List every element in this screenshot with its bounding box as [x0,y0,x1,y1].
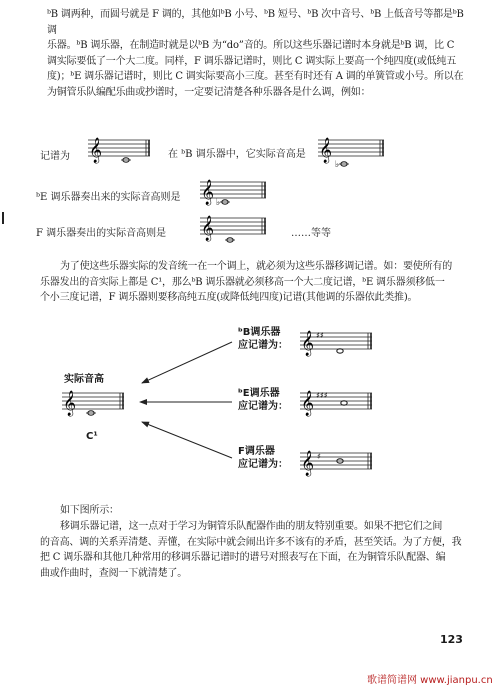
label-line: ᵇB调乐器 [238,327,281,338]
sharp-icon: ♯♯♯ [316,391,328,400]
text-line: 个小三度记谱，F 调乐器则要移高纯五度(或降低纯四度)记谱(其他调的乐器依此类推)。 [40,292,418,303]
staff-eb-actual [200,179,266,208]
page-number: 123 [440,633,463,646]
watermark: 歌谱简谱网 www.jianpu.cn [367,675,493,686]
treble-clef-icon: 𝄞 [301,451,315,476]
text-line: 把 C 调乐器和其他几种常用的移调乐器记谱时的谱号对照表写在下面，在为铜管乐队配器、编 [40,552,446,563]
staff-f-notation [300,450,372,476]
treble-clef-icon: 𝄞 [89,138,103,163]
text-line: 移调乐器记谱，这一点对于学习为铜管乐队配器作曲的朋友特别重要。如果不把它们之间 [60,521,443,532]
label-line: 应记谱为： [238,340,288,351]
whole-note [341,401,347,405]
label-f-actual: F 调乐器奏出的实际音高则是 [36,228,167,239]
staff-eb-notation [300,390,372,416]
label-line: 应记谱为： [238,401,288,412]
treble-clef-icon: 𝄞 [301,331,315,356]
label-eb-actual: ᵇE 调乐器奏出来的实际音高则是 [36,192,181,203]
staff-bb-notation [300,330,372,356]
label-notated: 记谱为 [40,151,70,162]
staff-bb-actual [318,137,384,170]
text-line: 的音高、调的关系弄清楚、弄懂，在实际中就会闹出许多不该有的矛盾，甚至笑话。为了方便，我 [40,536,462,548]
text-line: 为铜管乐队编配乐曲或抄谱时，一定要记清楚各种乐器各是什么调，例如： [47,86,371,98]
paragraph-3-lead: 如下图所示： [60,505,119,516]
text-line: 调实际要低了一个大二度。同样，F 调乐器记谱时，则比 C 调实际上要高一个纯四度(或低纯五 [47,55,457,67]
sharp-icon: ♯ [317,452,321,461]
sharp-icon: ♯♯ [316,331,324,340]
text-line: 度)；ᵇE 调乐器记谱时，则比 C 调实际要高小三度。甚至有时还有 A 调的单簧管或小号。所以在 [47,71,464,82]
label-bb-actual: 在 ᵇB 调乐器中，它实际音高是 [168,149,306,160]
text-line: 乐器发出的音实际上都是 C¹，那么ᵇB 调乐器就必须移高一个大二度记谱，ᵇE 调乐器须移低一 [40,276,445,288]
arrow-f [142,422,232,458]
label-line: 应记谱为： [238,459,288,470]
label-line: F调乐器 [238,446,275,457]
treble-clef-icon: 𝄞 [201,216,215,241]
treble-clef-icon: 𝄞 [201,180,215,205]
staff-notated [88,137,150,163]
staff-f-actual [200,215,266,242]
text-line: 曲或作曲时，查阅一下就清楚了。 [40,567,187,579]
text-line: 乐器。ᵇB 调乐器，在制造时就是以ᵇB 为“do”音的。所以这些乐器记谱时本身就是ᵇB 调，比 C [47,40,455,51]
label-line: ᵇE调乐器 [238,388,280,399]
flat-icon: ♭ [216,198,221,208]
treble-clef-icon: 𝄞 [63,391,77,416]
label-etc: ……等等 [291,228,331,239]
text-line: ᵇB 调两种，而圆号就是 F 调的，其他如ᵇB 小号、ᵇB 短号、ᵇB 次中音号、ᵇB 上低音号等都是ᵇB 调 [47,9,464,36]
text-line: 为了使这些乐器实际的发音统一在一个调上，就必须为这些乐器移调记谱。如：要使所有的 [60,261,452,272]
label-c1: C¹ [86,431,98,442]
flat-icon: ♭ [335,160,340,170]
label-actual-pitch: 实际音高 [64,374,104,385]
whole-note [337,349,343,353]
treble-clef-icon: 𝄞 [319,138,333,163]
arrow-bb [142,342,232,383]
staff-actual-pitch [62,390,124,416]
treble-clef-icon: 𝄞 [301,391,315,416]
